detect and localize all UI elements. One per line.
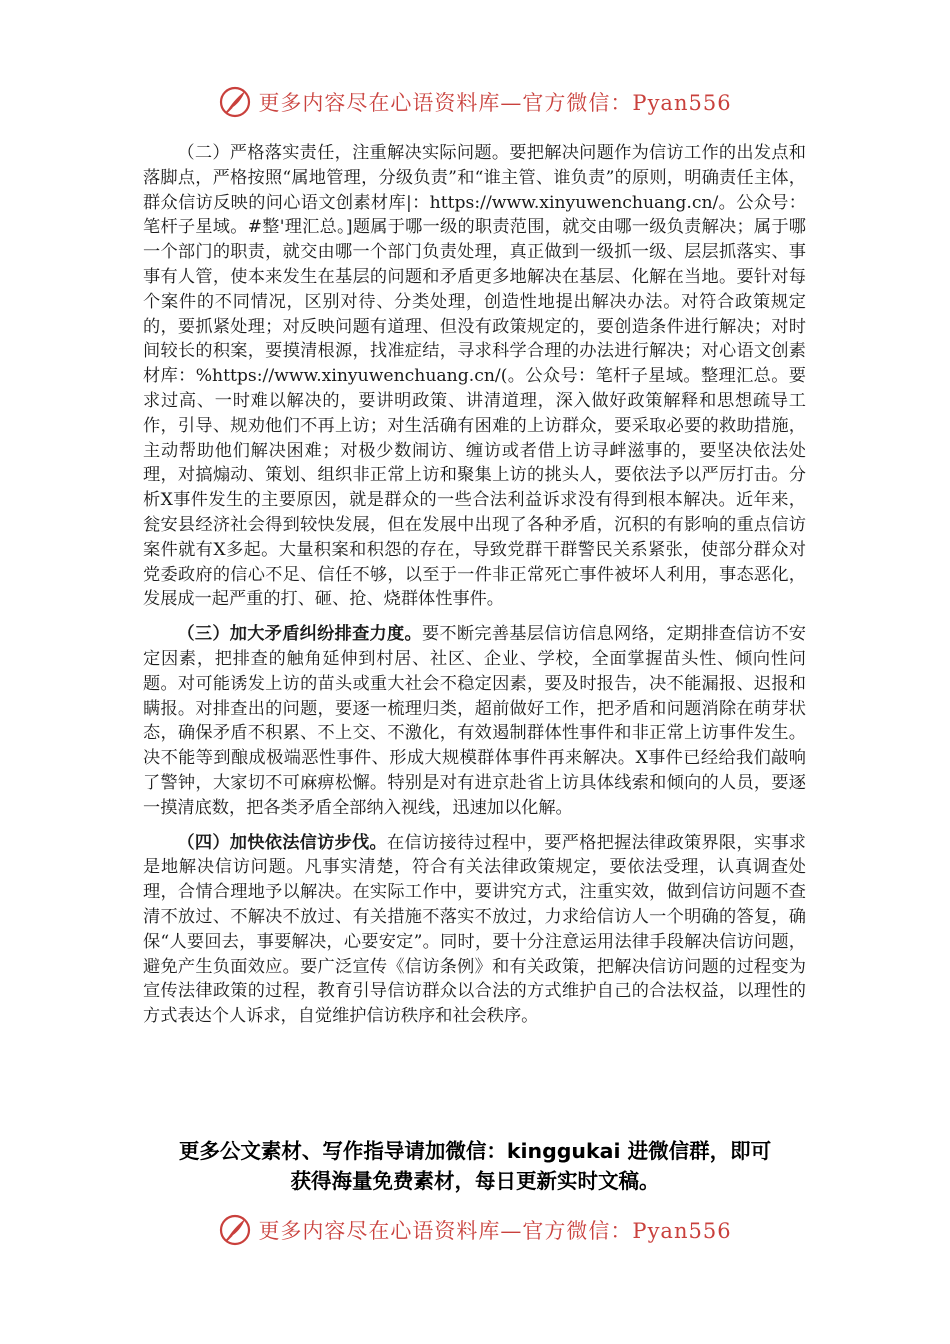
paragraph-3-text: 要不断完善基层信访信息网络，定期排查信访不安定因素，把排查的触角延伸到村居、社区、企业、学校，全面掌握苗头性、倾向性问题。对可能诱发上访的苗头或重大社会不稳定因素，要及时报告，决不能漏报、迟报和瞒报。对排查出的问题，要逐一梳理归类，超前做好工作，把矛盾和问题消除在萌芽状态，确保矛盾不积累、不上交、不激化，有效遏制群体性事件和非正常上访事件发生。决不能等到酿成极端恶性事件、形成大规模群体事件再来解决。X事件已经给我们敲响了警钟，大家切不可麻痹松懈。特别是对有进京赴省上访具体线索和倾向的人员，要逐一摸清底数，把各类矛盾全部纳入视线，迅速加以化解。 (143, 624, 806, 818)
paragraph-3-heading: （三）加大矛盾纠纷排查力度。 (177, 624, 422, 645)
promo-notice (140, 1136, 810, 1196)
paragraph-4-text: 在信访接待过程中，要严格把握法律政策界限，实事求是地解决信访问题。凡事实清楚，符合有关法律政策规定，要依法受理，认真调查处理，合情合理地予以解决。在实际工作中，要讲究方式，注重实效，做到信访问题不查清不放过、不解决不放过、有关措施不落实不放过，力求给信访人一个明确的答复，确保“人要回去，事要解决，心要安定”。同时，要十分注意运用法律手段解决信访问题，避免产生负面效应。要广泛宣传《信访条例》和有关政策，把解决信访问题的过程变为宣传法律政策的过程，教育引导信访群众以合法的方式维护自己的合法权益，以理性的方式表达个人诉求，自觉维护信访秩序和社会秩序。 (143, 832, 806, 1027)
quill-logo-icon (218, 1213, 252, 1247)
paragraph-4-heading: （四）加快依法信访步伐。 (177, 832, 388, 853)
paragraph-2-text: （二）严格落实责任，注重解决实际问题。要把解决问题作为信访工作的出发点和落脚点，严格按照“属地管理，分级负责”和“谁主管、谁负责”的原则，明确责任主体，群众信访反映的问心语文创素材库|：https://www.xinyuwenchuang.cn/。公众号：笔杆子星域。#整'理汇总。]题属于哪一级的职责范围，就交由哪一级负责解决；属于哪一个部门的职责，就交由哪一个部门负责处理，真正做到一级抓一级、层层抓落实、事事有人管，使本来发生在基层的问题和矛盾更多地解决在基层、化解在当地。要针对每个案件的不同情况，区别对待、分类处理，创造性地提出解决办法。对符合政策规定的，要抓紧处理；对反映问题有道理、但没有政策规定的，要创造条件进行解决；对时间较长的积案，要摸清根源，找准症结，寻求科学合理的办法进行解决；对心语文创素材库：%https://www.xinyuwenchuang.cn/(。公众号：笔杆子星域。整理汇总。要求过高、一时难以解决的，要讲明政策、讲清道理，深入做好政策解释和思想疏导工作，引导、规劝他们不再上访；对生活确有困难的上访群众，要采取必要的救助措施，主动帮助他们解决困难；对极少数闹访、缠访或者借上访寻衅滋事的，要坚决依法处理，对搞煽动、策划、组织非正常上访和聚集上访的挑头人，要依法予以严厉打击。分析X事件发生的主要原因，就是群众的一些合法利益诉求没有得到根本解决。近年来，瓮安县经济社会得到较快发展，但在发展中出现了各种矛盾，沉积的有影响的重点信访案件就有X多起。大量积案和积怨的存在，导致党群干群警民关系紧张，使部分群众对党委政府的信心不足、信任不够，以至于一件非正常死亡事件被坏人利用，事态恶化，发展成一起严重的打、砸、抢、烧群体性事件。 (143, 143, 806, 610)
paragraph-3 (143, 622, 806, 820)
document-body (143, 141, 806, 1039)
promo-line-1: 更多公文素材、写作指导请加微信：kinggukai 进微信群，即可 (178, 1139, 772, 1163)
header-banner-text: 更多内容尽在心语资料库—官方微信：Pyan556 (258, 91, 732, 115)
footer-banner-text: 更多内容尽在心语资料库—官方微信：Pyan556 (258, 1219, 732, 1243)
paragraph-4 (143, 831, 806, 1029)
header-banner (0, 80, 950, 124)
promo-line-2: 获得海量免费素材，每日更新实时文稿。 (290, 1169, 660, 1193)
footer-banner (0, 1208, 950, 1252)
paragraph-2 (143, 141, 806, 612)
quill-logo-icon (218, 85, 252, 119)
